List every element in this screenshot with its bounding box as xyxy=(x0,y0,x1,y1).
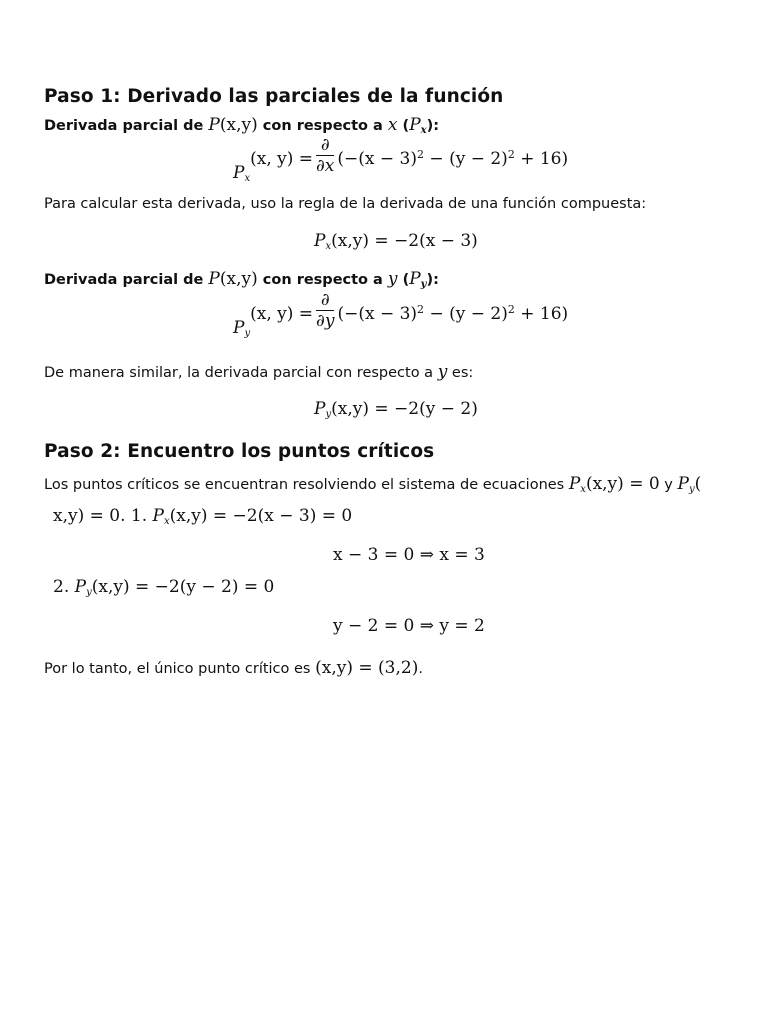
math-args: (x,y) xyxy=(219,269,258,289)
math-sub-y: y xyxy=(688,484,695,495)
py-result-rhs: = −2(y − 2) xyxy=(374,399,478,419)
math-args: (x,y) xyxy=(169,506,208,526)
px-heading-text: Derivada parcial de xyxy=(44,118,209,134)
step2-line2-rhs: = −2(x − 3) = 0 xyxy=(207,506,353,526)
py-heading-open: ( xyxy=(397,272,410,288)
math-args: (x,y) xyxy=(91,577,130,597)
step2-line2 xyxy=(53,506,352,526)
math-P: P xyxy=(233,163,245,183)
py-definition-fn: (−(x − 3) xyxy=(337,304,418,324)
py-heading xyxy=(44,269,439,289)
px-result-equation xyxy=(314,231,478,251)
partial-symbol: ∂ xyxy=(316,290,334,311)
px-definition-tail: − (y − 2) xyxy=(424,149,508,169)
px-definition-fn: (−(x − 3) xyxy=(337,149,418,169)
step2-item2-rhs: = −2(y − 2) = 0 xyxy=(129,577,275,597)
py-explanation xyxy=(44,362,473,382)
step2-intro: Los puntos críticos se encuentran resolviendo el sistema de ecuaciones $P_x(x,y) = 0$ y $P_y$( xyxy=(44,474,702,495)
px-result-rhs: = −2(x − 3) xyxy=(374,231,478,251)
exponent-2: 2 xyxy=(417,303,425,316)
connector-y: y xyxy=(659,477,678,493)
math-P: P xyxy=(152,506,164,526)
item2-number: 2. xyxy=(53,577,75,597)
exponent-2: 2 xyxy=(417,148,425,161)
math-P: P xyxy=(568,474,581,494)
py-definition-equation xyxy=(233,290,569,344)
math-P: P xyxy=(74,577,87,597)
conclusion xyxy=(44,658,423,678)
px-explanation: Para calcular esta derivada, uso la regla de la derivada de una función compuesta: xyxy=(44,196,647,212)
math-sub-x: x xyxy=(325,241,332,252)
eq1-rhs: = 0 xyxy=(623,474,660,494)
py-explanation-text: De manera similar, la derivada parcial con respecto a xyxy=(44,365,438,381)
math-sub-y: y xyxy=(325,409,332,420)
py-heading-var: y xyxy=(387,269,398,289)
math-sub-y: y xyxy=(86,587,92,598)
math-sub-y: y xyxy=(244,328,251,339)
py-definition-end: + 16) xyxy=(514,304,569,324)
exponent-2: 2 xyxy=(507,303,515,316)
math-P: P xyxy=(409,269,421,289)
py-heading-text: Derivada parcial de xyxy=(44,272,209,288)
py-explanation-post: es: xyxy=(447,365,474,381)
py-definition-tail: − (y − 2) xyxy=(424,304,508,324)
math-P: P xyxy=(233,318,245,338)
math-sub-x: x xyxy=(580,484,586,495)
math-sub-x: x xyxy=(163,516,170,527)
partial-fraction-x xyxy=(316,135,334,176)
px-definition-end: + 16) xyxy=(514,149,569,169)
conclusion-period: . xyxy=(418,661,423,677)
px-heading-var: x xyxy=(387,115,398,135)
px-heading-mid: con respecto a xyxy=(257,118,388,134)
step1-title: Paso 1: Derivado las parciales de la función xyxy=(44,86,504,107)
partial-fraction-y xyxy=(316,290,334,331)
step2-line2-pre: x,y) = 0. 1. xyxy=(53,506,153,526)
math-sub-x: x xyxy=(244,173,251,184)
math-P: P xyxy=(208,269,220,289)
math-P: P xyxy=(677,474,689,494)
math-P: P xyxy=(314,399,326,419)
math-args: (x,y) xyxy=(331,231,369,251)
math-args: (x,y) xyxy=(585,474,624,494)
py-result-equation xyxy=(314,399,478,419)
partial-symbol: ∂ xyxy=(316,135,334,156)
step2-item2 xyxy=(53,577,274,597)
py-explanation-var: y xyxy=(437,362,448,382)
px-heading xyxy=(44,115,439,135)
solve-x-equation: x − 3 = 0 ⇒ x = 3 xyxy=(333,545,485,565)
py-heading-mid: con respecto a xyxy=(257,272,388,288)
partial-dy: ∂y xyxy=(316,311,335,331)
partial-dx: ∂x xyxy=(316,156,335,176)
conclusion-text: Por lo tanto, el único punto crítico es xyxy=(44,661,316,677)
px-heading-post: ): xyxy=(426,118,440,134)
px-heading-sub: x xyxy=(420,125,427,136)
math-P: P xyxy=(208,115,220,135)
step2-intro-text: Los puntos críticos se encuentran resolviendo el sistema de ecuaciones xyxy=(44,477,569,493)
exponent-2: 2 xyxy=(507,148,515,161)
step2-title: Paso 2: Encuentro los puntos críticos xyxy=(44,441,435,462)
px-definition-equation xyxy=(233,135,569,189)
solve-y-equation: y − 2 = 0 ⇒ y = 2 xyxy=(333,616,485,636)
math-args: (x, y) = xyxy=(250,149,314,169)
py-heading-sub: y xyxy=(420,279,427,290)
math-P: P xyxy=(314,231,326,251)
math-args: (x,y) xyxy=(219,115,258,135)
math-args: (x,y) xyxy=(331,399,369,419)
math-args: (x, y) = xyxy=(250,304,314,324)
math-P: P xyxy=(409,115,421,135)
px-heading-open: ( xyxy=(397,118,410,134)
py-heading-post: ): xyxy=(426,272,439,288)
conclusion-math: (x,y) = (3,2) xyxy=(315,658,419,678)
